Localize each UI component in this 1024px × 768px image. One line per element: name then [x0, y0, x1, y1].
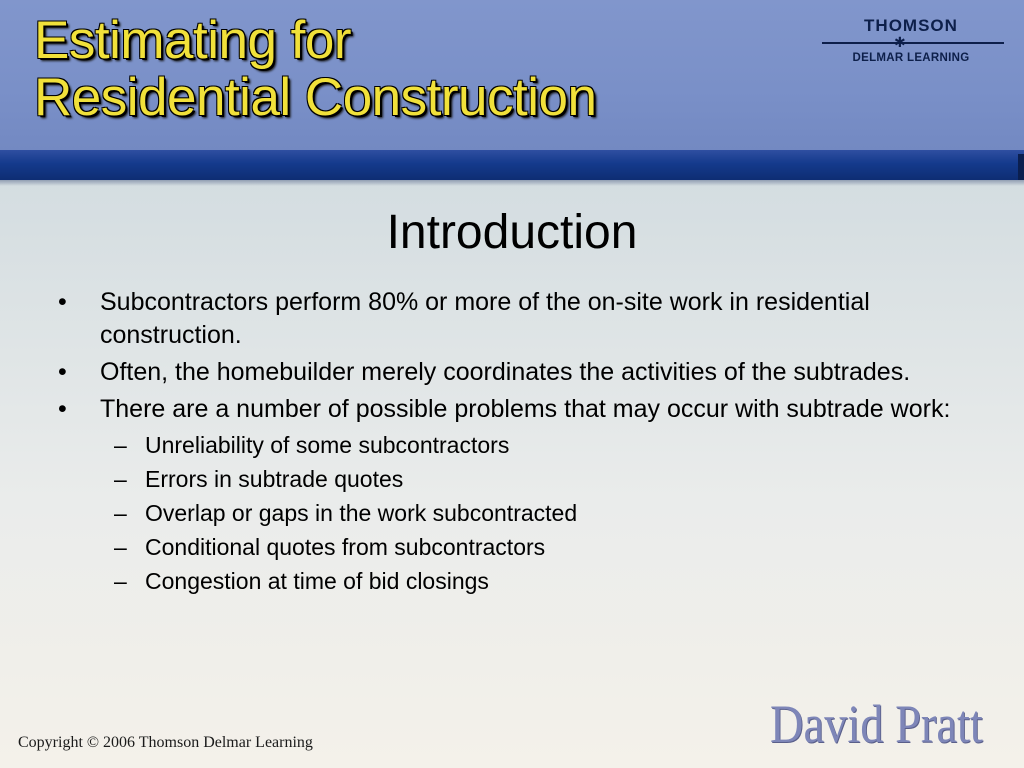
- sub-bullet-text: Unreliability of some subcontractors: [145, 432, 510, 458]
- bullet-text: Subcontractors perform 80% or more of the on-site work in residential construction.: [100, 288, 870, 349]
- slide-title: Introduction: [386, 206, 638, 259]
- stripe-notch: [1018, 154, 1024, 180]
- sub-bullet-text: Overlap or gaps in the work subcontracted: [145, 500, 578, 526]
- sub-bullet-marker: –: [114, 432, 127, 458]
- sub-bullet-text: Congestion at time of bid closings: [145, 568, 489, 594]
- book-title-line-2: Residential Construction: [34, 68, 597, 127]
- sub-bullet-marker: –: [114, 500, 127, 526]
- bullet-item: [58, 356, 958, 389]
- publisher-rule: [818, 34, 1004, 50]
- star-icon: ✱: [894, 34, 906, 50]
- header-stripe: [0, 150, 1024, 180]
- header-banner: [0, 0, 1024, 150]
- bullet-text: There are a number of possible problems that may occur with subtrade work:: [100, 395, 951, 423]
- bullet-marker: •: [58, 288, 67, 316]
- sub-bullet-marker: –: [114, 534, 127, 560]
- slide-content: [58, 286, 958, 596]
- sub-bullet-marker: –: [114, 568, 127, 594]
- bullet-item: [58, 286, 958, 352]
- sub-bullet-marker: –: [114, 466, 127, 492]
- sub-bullet-text: Conditional quotes from subcontractors: [145, 534, 546, 560]
- publisher-logo: [818, 16, 1004, 76]
- book-title-line-1: Estimating for: [34, 11, 352, 70]
- sub-bullet-item: [58, 566, 958, 596]
- publisher-name-top: THOMSON: [864, 16, 958, 35]
- sub-bullet-item: [58, 498, 958, 528]
- bullet-marker: •: [58, 395, 67, 423]
- bullet-marker: •: [58, 358, 67, 386]
- sub-bullet-item: [58, 464, 958, 494]
- book-title: [34, 12, 694, 126]
- author-signature: David Pratt: [770, 694, 983, 754]
- sub-bullet-item: [58, 532, 958, 562]
- bullet-text: Often, the homebuilder merely coordinates the activities of the subtrades.: [100, 358, 911, 386]
- publisher-rule-line: [822, 42, 1004, 44]
- sub-bullet-item: [58, 430, 958, 460]
- publisher-name-bottom: DELMAR LEARNING: [852, 52, 970, 64]
- copyright-notice: Copyright © 2006 Thomson Delmar Learning: [18, 734, 313, 751]
- bullet-item: [58, 393, 958, 426]
- sub-bullet-list: [58, 430, 958, 596]
- sub-bullet-text: Errors in subtrade quotes: [145, 466, 404, 492]
